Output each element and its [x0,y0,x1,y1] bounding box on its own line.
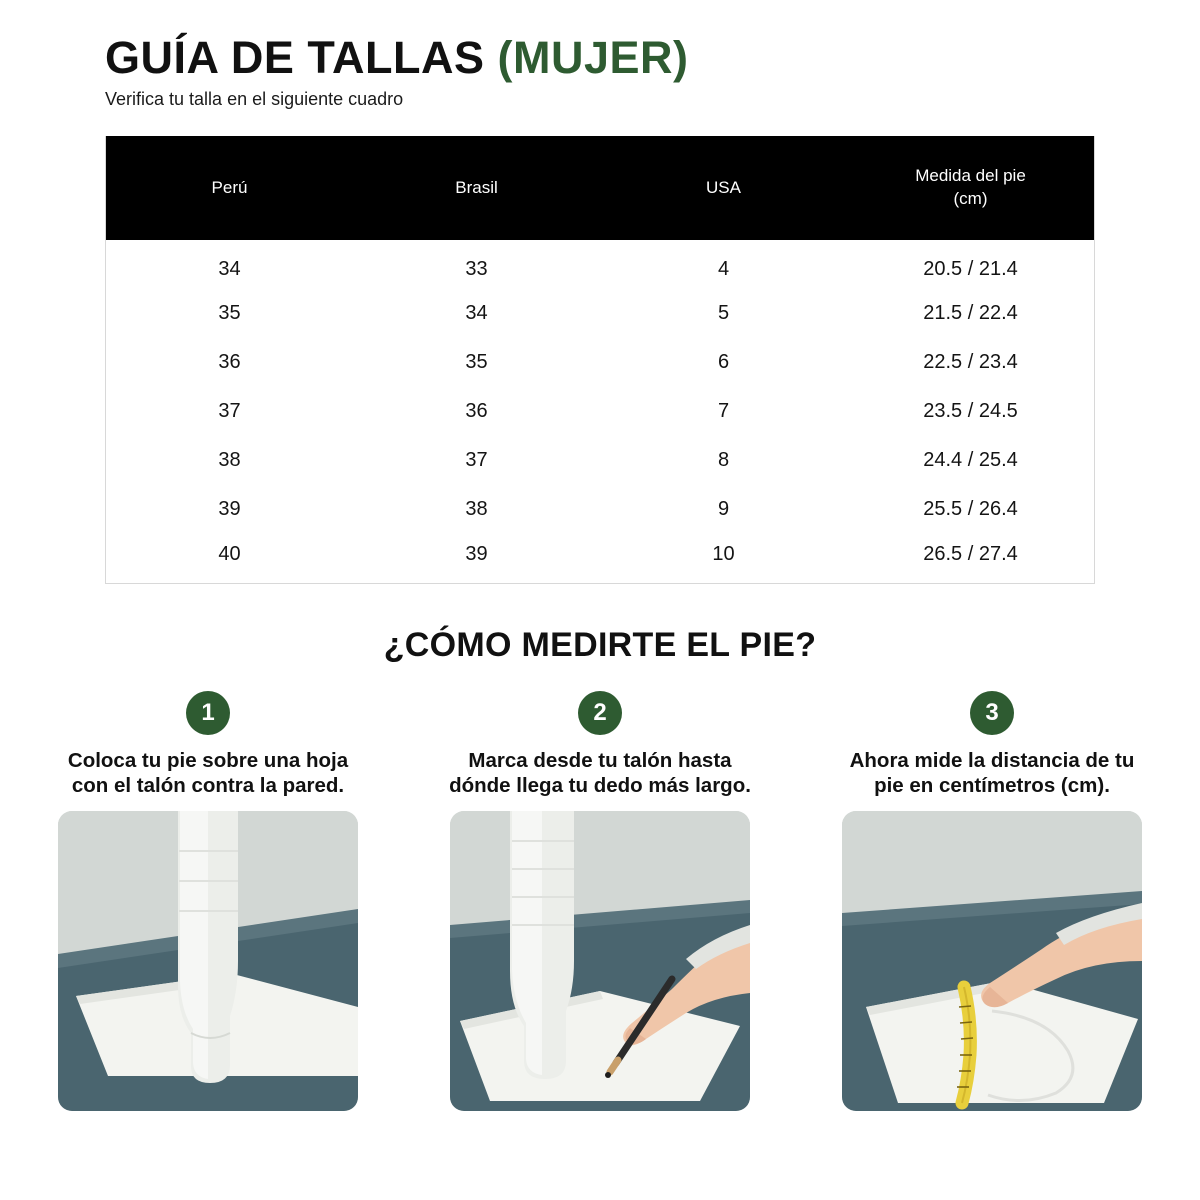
step-2-line2: dónde llega tu dedo más largo. [449,774,751,798]
step-number-badge-3: 3 [970,691,1014,735]
cell-brasil: 34 [353,289,600,338]
table-row [106,534,1094,583]
how-to-measure-title: ¿CÓMO MEDIRTE EL PIE? [383,626,817,665]
step-1-line1: Coloca tu pie sobre una hoja [67,749,349,773]
cell-usa: 5 [600,289,847,338]
cell-usa: 4 [600,240,847,289]
step-2-photo [450,811,750,1111]
cell-foot-measure: 21.5 / 22.4 [847,289,1094,338]
step-2-text [449,748,751,800]
cell-brasil: 36 [353,387,600,436]
page-header [0,0,1200,110]
cell-peru: 34 [106,240,353,289]
column-header-usa [600,136,847,240]
cell-foot-measure: 25.5 / 26.4 [847,485,1094,534]
cell-usa: 7 [600,387,847,436]
cell-usa: 8 [600,436,847,485]
step-3-photo [842,811,1142,1111]
page-subtitle: Verifica tu talla en el siguiente cuadro [105,89,404,110]
table-row [106,485,1094,534]
cell-foot-measure: 26.5 / 27.4 [847,534,1094,583]
foot-on-paper-illustration [58,811,358,1111]
table-row [106,240,1094,289]
column-header-brasil-label: Brasil [455,177,498,197]
size-table [106,136,1094,583]
step-number-badge-2: 2 [578,691,622,735]
cell-usa: 10 [600,534,847,583]
page-title-accent: (MUJER) [497,32,689,83]
how-to-measure-steps [30,691,1170,1111]
column-header-peru-label: Perú [211,177,248,197]
step-2 [422,691,778,1111]
cell-peru: 36 [106,338,353,387]
cell-brasil: 39 [353,534,600,583]
page-title [105,34,1200,81]
step-3-line1: Ahora mide la distancia de tu [849,749,1135,773]
cell-peru: 35 [106,289,353,338]
step-number-badge-1: 1 [186,691,230,735]
marking-paper-illustration [450,811,750,1111]
cell-foot-measure: 23.5 / 24.5 [847,387,1094,436]
cell-peru: 40 [106,534,353,583]
cell-usa: 6 [600,338,847,387]
table-header-row [106,136,1094,240]
page-title-main: GUÍA DE TALLAS [105,32,498,83]
cell-brasil: 38 [353,485,600,534]
cell-brasil: 35 [353,338,600,387]
cell-peru: 39 [106,485,353,534]
cell-brasil: 37 [353,436,600,485]
column-header-peru [106,136,353,240]
step-3-line2: pie en centímetros (cm). [874,774,1110,798]
cell-foot-measure: 20.5 / 21.4 [847,240,1094,289]
step-1-line2: con el talón contra la pared. [71,774,345,798]
step-3-text [850,748,1135,800]
cell-brasil: 33 [353,240,600,289]
cell-peru: 38 [106,436,353,485]
size-table-container [105,136,1095,584]
column-header-foot-measure-line1: Medida del pie [915,166,1026,186]
table-row [106,289,1094,338]
cell-peru: 37 [106,387,353,436]
measuring-tape-illustration [842,811,1142,1111]
column-header-foot-measure [847,136,1094,240]
cell-foot-measure: 24.4 / 25.4 [847,436,1094,485]
column-header-foot-measure-line2: (cm) [953,189,988,209]
step-1-text [68,748,348,800]
size-table-body [106,240,1094,583]
table-row [106,387,1094,436]
size-table-header [106,136,1094,240]
step-1-photo [58,811,358,1111]
cell-foot-measure: 22.5 / 23.4 [847,338,1094,387]
table-row [106,436,1094,485]
step-3 [814,691,1170,1111]
step-2-line1: Marca desde tu talón hasta [468,749,732,773]
step-1 [30,691,386,1111]
column-header-brasil [353,136,600,240]
table-row [106,338,1094,387]
cell-usa: 9 [600,485,847,534]
column-header-usa-label: USA [706,177,741,197]
